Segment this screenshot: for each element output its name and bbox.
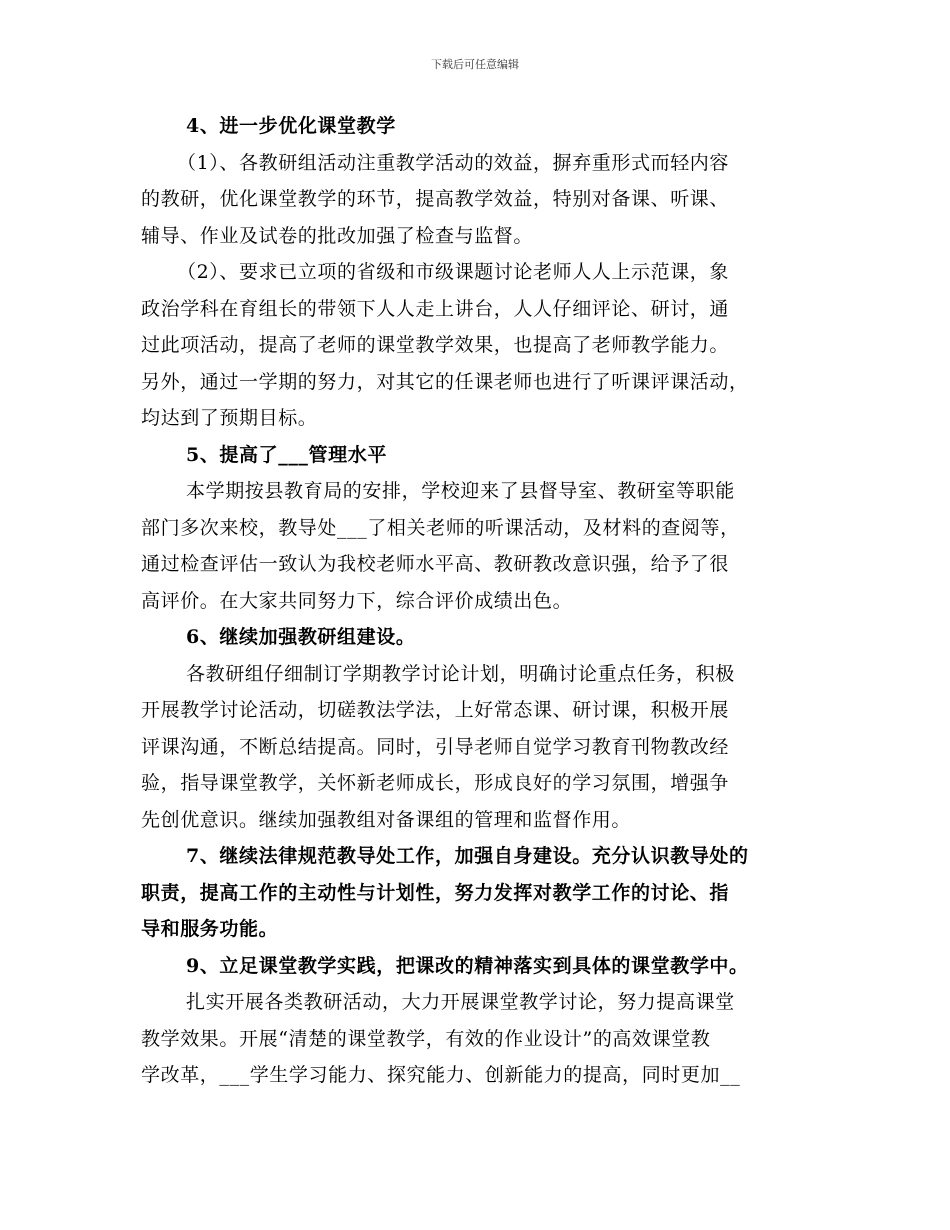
paragraph-line: （2）、要求已立项的省级和市级课题讨论老师人人上示范课，象	[177, 261, 729, 283]
paragraph-line: 各教研组仔细制订学期教学讨论计划，明确讨论重点任务，积极	[186, 662, 735, 685]
paragraph-line: 学改革，___学生学习能力、探究能力、创新能力的提高，同时更加__	[141, 1064, 741, 1086]
section-heading-line: 6、继续加强教研组建设。	[186, 626, 416, 648]
paragraph-line: 本学期按县教育局的安排，学校迎来了县督导室、教研室等职能	[186, 480, 735, 502]
paragraph-line: （1）、各教研组活动注重教学活动的效益，摒弃重形式而轻内容	[177, 151, 729, 174]
section-heading-line: 导和服务功能。	[141, 918, 279, 940]
paragraph-line: 辅导、作业及试卷的批改加强了检查与监督。	[141, 224, 534, 247]
paragraph-line: 教学效果。开展“清楚的课堂教学，有效的作业设计”的高效课堂教	[141, 1027, 711, 1050]
document-body	[141, 108, 829, 1094]
paragraph-line: 高评价。在大家共同努力下，综合评价成绩出色。	[141, 589, 573, 612]
paragraph-line: 通过检查评估一致认为我校老师水平高、教研教改意识强，给予了很	[141, 553, 730, 575]
paragraph-line: 验，指导课堂教学，关怀新老师成长，形成良好的学习氛围，增强争	[141, 772, 730, 794]
paragraph-line: 部门多次来校，教导处___了相关老师的听课活动，及材料的查阅等，	[141, 516, 740, 539]
section-heading-line: 4、进一步优化课堂教学	[186, 115, 396, 137]
section-heading-line: 职责，提高工作的主动性与计划性，努力发挥对教学工作的讨论、指	[141, 881, 730, 904]
section-heading-line: 9、立足课堂教学实践，把课改的精神落实到具体的课堂教学中。	[186, 954, 749, 977]
section-heading-line: 5、提高了___管理水平	[186, 443, 387, 466]
paragraph-line: 过此项活动，提高了老师的课堂教学效果，也提高了老师教学能力。	[141, 334, 730, 356]
paragraph-line: 的教研，优化课堂教学的环节，提高教学效益，特别对备课、听课、	[141, 188, 730, 210]
paragraph-line: 政治学科在育组长的带领下人人走上讲台，人人仔细评论、研讨，通	[141, 297, 730, 320]
paragraph-line: 开展教学讨论活动，切磋教法学法，上好常态课、研讨课，积极开展	[141, 699, 730, 721]
section-heading-line: 7、继续法律规范教导处工作，加强自身建设。充分认识教导处的	[186, 845, 749, 867]
paragraph-line: 扎实开展各类教研活动，大力开展课堂教学讨论，努力提高课堂	[186, 991, 735, 1013]
paragraph-line: 另外，通过一学期的努力，对其它的任课老师也进行了听课评课活动，	[141, 370, 749, 393]
paragraph-line: 先创优意识。继续加强教组对备课组的管理和监督作用。	[141, 808, 632, 831]
paragraph-line: 均达到了预期目标。	[141, 407, 318, 429]
paragraph-line: 评课沟通，不断总结提高。同时，引导老师自觉学习教育刊物教改经	[141, 735, 730, 758]
page-header-note: 下载后可任意编辑	[431, 58, 519, 71]
